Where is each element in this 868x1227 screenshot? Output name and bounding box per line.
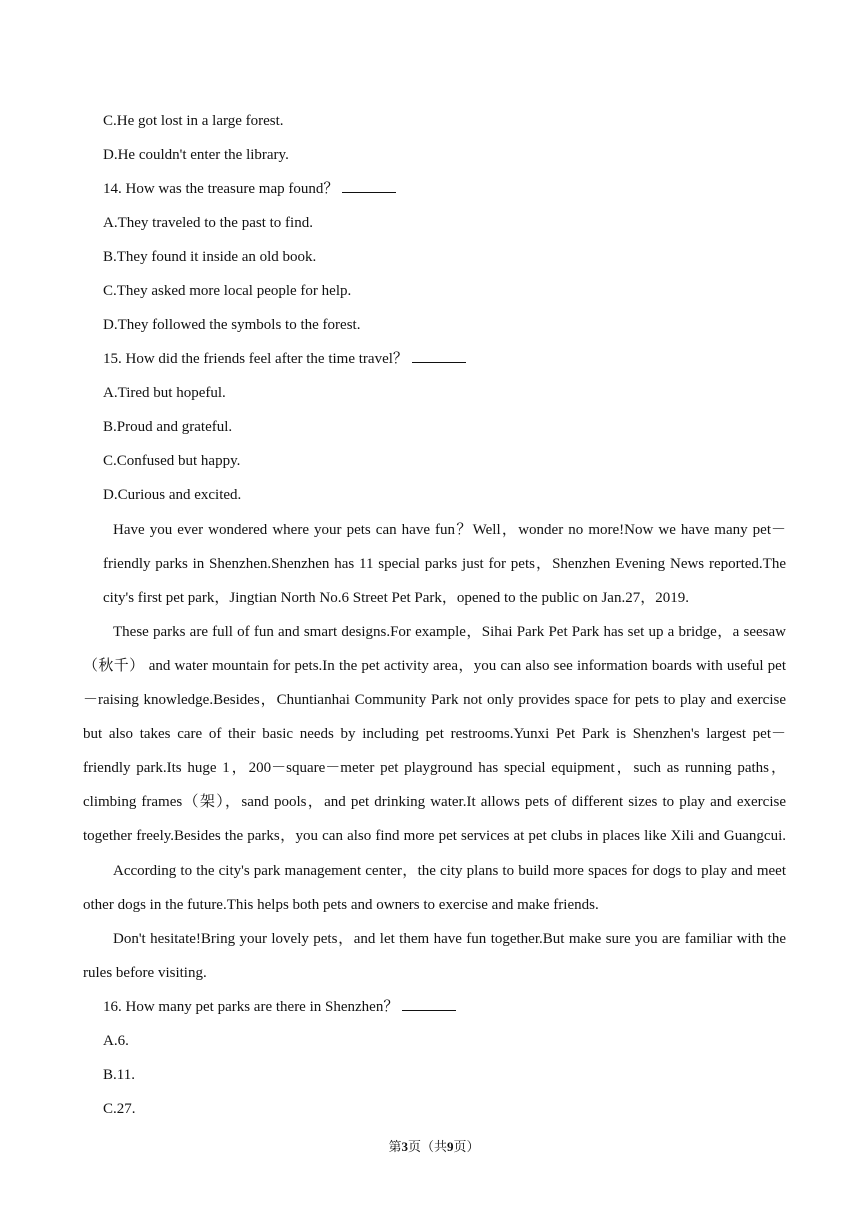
page-footer	[0, 1138, 868, 1156]
footer-total-pages: 9	[447, 1139, 454, 1154]
passage-p4-line1: Don't hesitate!Bring your lovely pets，and let them have fun together.But make sure you are familiar with the	[113, 931, 786, 947]
passage-p2-line3: －raising knowledge.Besides，Chuntianhai Community Park not only provides space for pets to play and exercise	[83, 692, 786, 708]
footer-suffix: 页）	[453, 1139, 480, 1154]
q13-option-d: D.He couldn't enter the library.	[103, 147, 289, 163]
passage-p2-line5: friendly park.Its huge 1，200－square－meter pet playground has special equipment，such as running paths，	[83, 760, 786, 776]
q15-option-a: A.Tired but hopeful.	[103, 385, 226, 401]
q15-option-b: B.Proud and grateful.	[103, 419, 233, 435]
answer-blank	[402, 998, 456, 1011]
q14-option-b: B.They found it inside an old book.	[103, 249, 317, 265]
passage-p3-line1: According to the city's park management center，the city plans to build more spaces for dogs to play and meet	[113, 863, 786, 879]
passage-p2-line4: but also takes care of their basic needs by including pet restrooms.Yunxi Pet Park is Shenzhen's largest pet－	[83, 726, 786, 742]
q14-option-d: D.They followed the symbols to the forest.	[103, 317, 361, 333]
passage-p1-line1: Have you ever wondered where your pets can have fun？Well，wonder no more!Now we have many pet－	[113, 522, 786, 538]
passage-p3-line2: other dogs in the future.This helps both pets and owners to exercise and make friends.	[83, 897, 599, 913]
q14-question	[103, 179, 396, 199]
q16-option-c: C.27.	[103, 1101, 136, 1117]
passage-p1-line2: friendly parks in Shenzhen.Shenzhen has 11 special parks just for pets，Shenzhen Evening News reported.The	[103, 556, 786, 572]
passage-p1-line3: city's first pet park，Jingtian North No.6 Street Pet Park，opened to the public on Jan.27，2019.	[103, 590, 689, 606]
footer-prefix: 第	[388, 1139, 402, 1154]
answer-blank	[342, 180, 396, 193]
footer-middle: 页（共	[407, 1139, 447, 1154]
q15-question	[103, 349, 466, 369]
q14-question-text: 14. How was the treasure map found？	[103, 181, 339, 197]
q16-question	[103, 997, 456, 1017]
footer-page-number: 3	[401, 1139, 408, 1154]
q14-option-a: A.They traveled to the past to find.	[103, 215, 313, 231]
answer-blank	[412, 350, 466, 363]
passage-p2-line2: （秋千） and water mountain for pets.In the pet activity area，you can also see information boards with useful pet	[83, 658, 786, 674]
passage-p2-line6: climbing frames（架），sand pools，and pet drinking water.It allows pets of different sizes to play and exercise	[83, 794, 786, 810]
q13-option-c: C.He got lost in a large forest.	[103, 113, 284, 129]
passage-p2-line1: These parks are full of fun and smart designs.For example，Sihai Park Pet Park has set up a bridge，a seesaw	[113, 624, 786, 640]
q16-option-a: A.6.	[103, 1033, 129, 1049]
q16-question-text: 16. How many pet parks are there in Shenzhen？	[103, 999, 399, 1015]
passage-p2-line7: together freely.Besides the parks，you can also find more pet services at pet clubs in places like Xili and Guangcui.	[83, 828, 786, 844]
passage-p4-line2: rules before visiting.	[83, 965, 207, 981]
q14-option-c: C.They asked more local people for help.	[103, 283, 352, 299]
q15-option-c: C.Confused but happy.	[103, 453, 241, 469]
q15-option-d: D.Curious and excited.	[103, 487, 242, 503]
q16-option-b: B.11.	[103, 1067, 135, 1083]
q15-question-text: 15. How did the friends feel after the time travel？	[103, 351, 408, 367]
